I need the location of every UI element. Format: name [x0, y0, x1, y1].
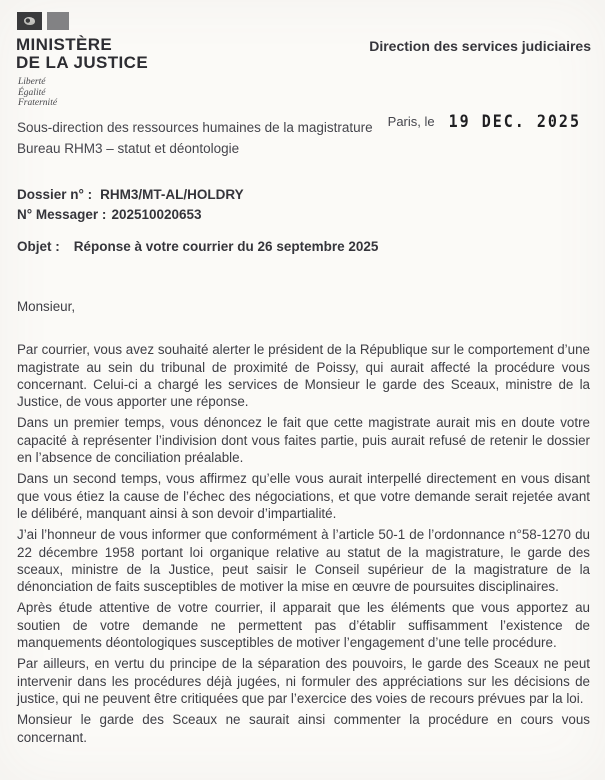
motto-liberte: Liberté	[18, 77, 46, 87]
messager-line	[17, 205, 244, 225]
file-reference-block	[17, 185, 244, 225]
subject-line	[17, 239, 378, 254]
paragraph-7: Monsieur le garde des Sceaux ne saurait ainsi commenter la procédure en cours vous concernant.	[17, 712, 590, 745]
paragraph-4: J’ai l’honneur de vous informer que conformément à l’article 50-1 de l’ordonnance n°58-1270 du 22 décembre 1958 portant loi organique relative au statut de la magistrature, le garde des sceaux, ministre de la Justice, peut saisir le Conseil supérieur de la magistrature de la dénonciation de faits susceptibles de motiver la mise en œuvre de poursuites disciplinaires.	[17, 527, 590, 595]
ministry-name-line2: DE LA JUSTICE	[16, 52, 149, 72]
republic-motto	[18, 77, 57, 109]
date-stamp: 19 DEC. 2025	[448, 110, 581, 132]
bureau-line: Bureau RHM3 – statut et déontologie	[17, 141, 240, 156]
paragraph-5: Après étude attentive de votre courrier, il apparait que les éléments que vous apportez au soutien de votre demande ne permettent pas d’établir suffisamment l’existence de manquements déontologiques susceptibles de motiver l’engagement d’une telle procédure.	[17, 600, 590, 651]
flag-block-icon	[47, 12, 69, 30]
messager-number: 202510020653	[111, 207, 202, 222]
dossier-number: RHM3/MT-AL/HOLDRY	[100, 187, 244, 202]
marianne-face-icon	[17, 12, 42, 30]
ministry-name	[16, 36, 148, 71]
place-label: Paris, le	[387, 113, 435, 129]
paragraph-3: Dans un second temps, vous affirmez qu’elle vous aurait interpellé directement en vous disant que vous étiez la cause de l’échec des négociations, et que votre demande serait rejetée avant le délibéré, manquant ainsi à son devoir d’impartialité.	[17, 471, 590, 521]
paragraph-1: Par courrier, vous avez souhaité alerter le président de la République sur le comportement d’une magistrate au sein du tribunal de proximité de Poissy, qui aurait affecté la procédure vous concernant. Celui-ci a chargé les services de Monsieur le garde des Sceaux, ministre de la Justice, de vous apporter une réponse.	[17, 342, 590, 410]
sub-direction-block	[17, 117, 373, 159]
marianne-logo-icon	[17, 12, 69, 30]
paragraph-6: Par ailleurs, en vertu du principe de la séparation des pouvoirs, le garde des Sceaux ne peut intervenir dans les procédures déjà jugées, ni formuler des appréciations sur les décisions de justice, qui ne peuvent être critiquées que par l’exercice des voies de recours prévues par la loi.	[17, 656, 590, 706]
paragraph-2: Dans un premier temps, vous dénoncez le fait que cette magistrate aurait mis en doute votre capacité à représenter l’indivision dont vous faites partie, puis aurait refusé de retenir le dossier en l’absence de conciliation préalable.	[17, 415, 590, 466]
salutation: Monsieur,	[17, 299, 76, 314]
direction-title: Direction des services judiciaires	[369, 38, 591, 54]
subject-label: Objet :	[17, 239, 60, 254]
subject-value: Réponse à votre courrier du 26 septembre 2025	[73, 239, 379, 254]
dossier-label: Dossier n° :	[17, 187, 93, 202]
letter-body	[17, 298, 590, 750]
ministry-name-line1: MINISTÈRE	[16, 35, 113, 54]
messager-label: N° Messager :	[17, 207, 107, 222]
date-line	[388, 112, 581, 130]
motto-fraternite: Fraternité	[18, 98, 58, 108]
motto-egalite: Égalité	[18, 87, 46, 98]
sub-direction-line: Sous-direction des ressources humaines de la magistrature	[17, 120, 373, 135]
dossier-line	[17, 185, 244, 205]
